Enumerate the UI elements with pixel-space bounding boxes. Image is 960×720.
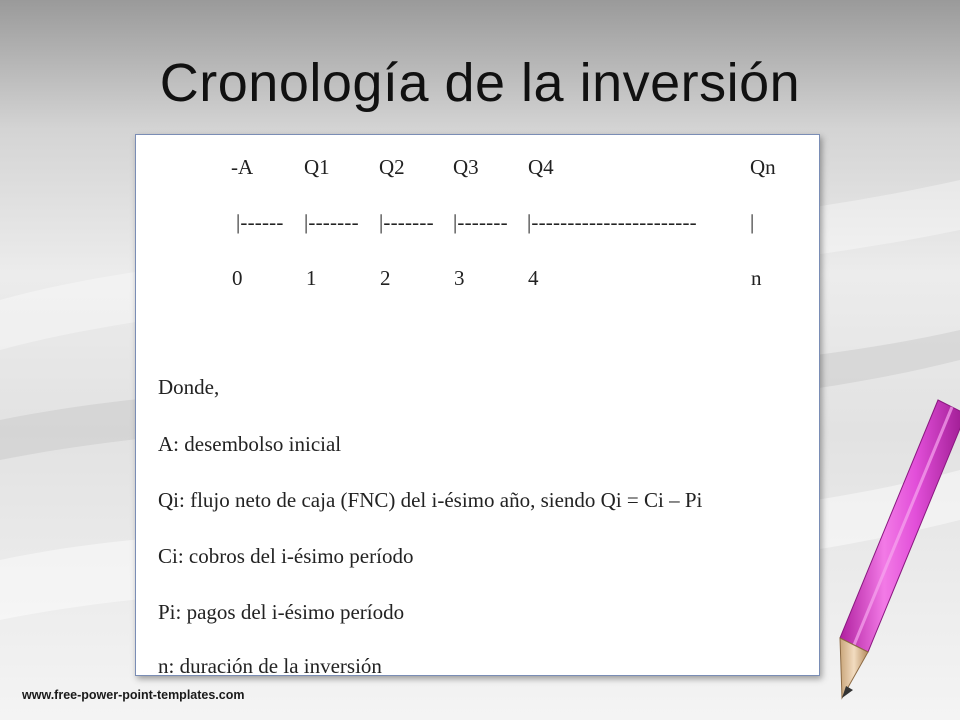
definition-line: Ci: cobros del i-ésimo período bbox=[158, 544, 414, 568]
timeline-flow: Q2 bbox=[379, 155, 405, 179]
timeline-separator: |------- bbox=[304, 210, 359, 234]
definition-line: Pi: pagos del i-ésimo período bbox=[158, 600, 405, 624]
definition-line: Donde, bbox=[158, 375, 220, 399]
timeline-period: 4 bbox=[528, 266, 539, 290]
footer-url: www.free-power-point-templates.com bbox=[22, 688, 245, 702]
timeline-period: 2 bbox=[380, 266, 391, 290]
timeline-period: 1 bbox=[306, 266, 317, 290]
timeline-separator: |------- bbox=[453, 210, 508, 234]
timeline-flow: Q1 bbox=[304, 155, 330, 179]
timeline-flow: Q4 bbox=[528, 155, 554, 179]
definition-line: n: duración de la inversión bbox=[158, 654, 382, 676]
timeline-separator: |----------------------- bbox=[527, 210, 697, 234]
timeline-period: 3 bbox=[454, 266, 465, 290]
definition-line: A: desembolso inicial bbox=[158, 432, 342, 456]
timeline-separator: |------- bbox=[379, 210, 434, 234]
definition-line: Qi: flujo neto de caja (FNC) del i-ésimo año, siendo Qi = Ci – Pi bbox=[158, 488, 703, 512]
timeline-period: n bbox=[751, 266, 762, 290]
pencil-icon bbox=[820, 380, 960, 710]
slide-title: Cronología de la inversión bbox=[159, 53, 801, 113]
timeline-flow: Q3 bbox=[453, 155, 479, 179]
timeline-period: 0 bbox=[232, 266, 243, 290]
timeline-flow: -A bbox=[231, 155, 254, 179]
timeline-flow: Qn bbox=[750, 155, 776, 179]
content-box bbox=[135, 134, 820, 676]
timeline-separator: | bbox=[750, 210, 755, 234]
timeline-separator: |------ bbox=[236, 210, 284, 234]
